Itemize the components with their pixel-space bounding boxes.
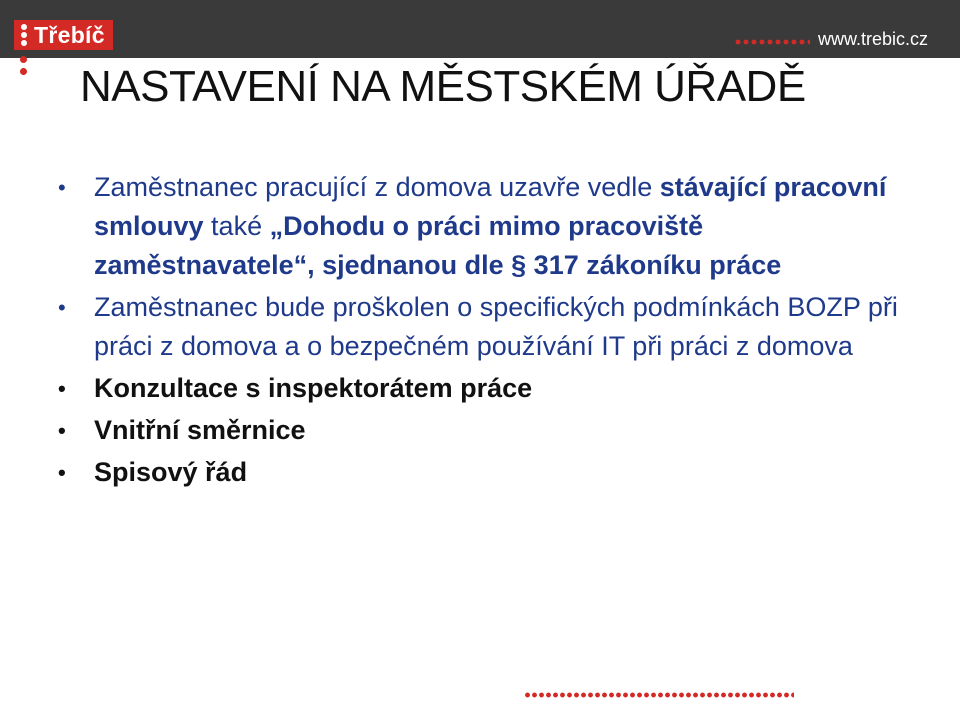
bullet-text-bold: „Dohodu o práci mimo pracoviště zaměstnavatele“ bbox=[94, 211, 704, 280]
bullet-item bbox=[56, 411, 916, 450]
bullet-text-bold: § 317 zákoníku práce bbox=[511, 250, 782, 280]
bullet-text: Zaměstnanec pracující z domova uzavře vedle bbox=[94, 172, 660, 202]
bullet-list bbox=[56, 168, 916, 495]
red-dots-decoration bbox=[20, 56, 28, 80]
bullet-text: Zaměstnanec bude proškolen o specifických podmínkách BOZP při práci z domova a o bezpečném používání IT při práci z domova bbox=[94, 292, 898, 361]
dotted-line-decoration bbox=[734, 39, 810, 45]
bullet-text: Konzultace s inspektorátem práce bbox=[94, 373, 533, 403]
bullet-item bbox=[56, 369, 916, 408]
logo-dots-icon bbox=[18, 22, 30, 48]
slide-title: NASTAVENÍ NA MĚSTSKÉM ÚŘADĚ bbox=[80, 62, 806, 111]
trebic-logo bbox=[14, 20, 113, 50]
bullet-item bbox=[56, 288, 916, 366]
bullet-text: Spisový řád bbox=[94, 457, 248, 487]
bullet-item bbox=[56, 168, 916, 285]
website-url: www.trebic.cz bbox=[818, 29, 929, 49]
bullet-item bbox=[56, 453, 916, 492]
header-bar bbox=[0, 0, 960, 58]
bullet-text: Vnitřní směrnice bbox=[94, 415, 306, 445]
bullet-text-bold: stávající pracovní smlouvy bbox=[94, 172, 887, 241]
bullet-text: také bbox=[203, 211, 270, 241]
footer-dotted-line bbox=[524, 692, 794, 698]
bullet-text-bold: , sjednanou dle bbox=[307, 250, 512, 280]
logo-text: Třebíč bbox=[34, 21, 105, 48]
